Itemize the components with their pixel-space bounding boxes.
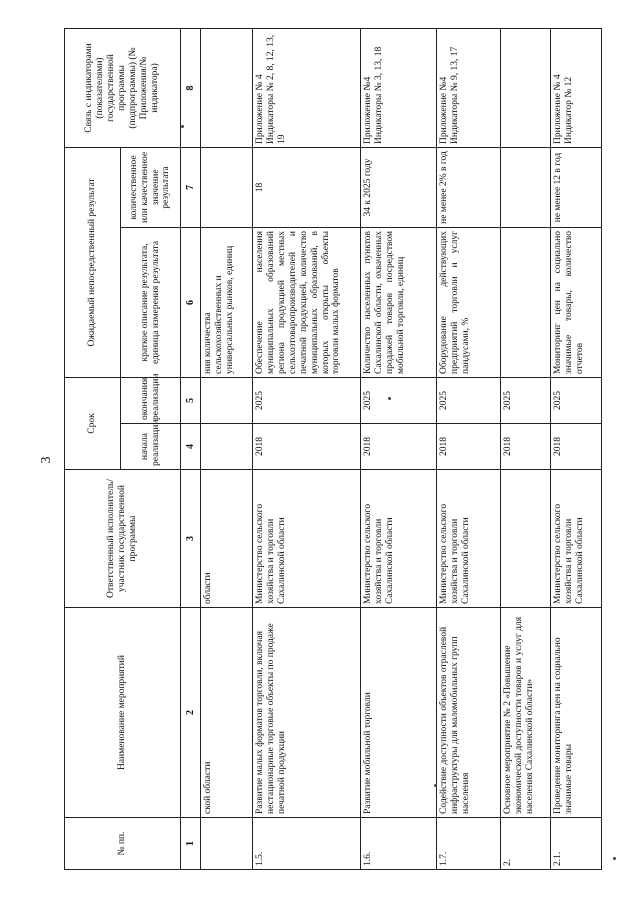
- row-link: Приложение № 4 Индикатор № 12: [551, 28, 602, 147]
- header-term: Срок: [65, 377, 121, 469]
- colnum-8: 8: [181, 28, 201, 147]
- row-name: Проведение мониторинга цен на социально значимые товары: [551, 608, 602, 818]
- row-qty: [201, 147, 253, 227]
- row-desc: Оборудование действующих предприятий торговли и услуг пандусами, %: [437, 227, 501, 377]
- row-link: Приложение № 4 Индикаторы № 2, 8, 12, 13, 19: [253, 28, 361, 147]
- row-desc: Количество населенных пунктов Сахалинской области, охваченных продажей товаров посредством мобильной торговли, единиц: [361, 227, 437, 377]
- table-row: [253, 28, 361, 869]
- row-desc: Мониторинг цен на социально значимые товары, количество отчетов: [551, 227, 602, 377]
- row-desc: ния количества сельскохозяйственных и универсальных рынков, единиц: [201, 227, 253, 377]
- row-qty: не менее 12 в год: [551, 147, 602, 227]
- table-row: [201, 28, 253, 869]
- table-body: [201, 28, 602, 869]
- row-start: 2018: [501, 424, 551, 470]
- row-responsible: Министерство сельского хозяйства и торговли Сахалинской области: [551, 470, 602, 608]
- row-responsible: [501, 470, 551, 608]
- row-num: 1.5.: [253, 818, 361, 870]
- colnum-3: 3: [181, 470, 201, 608]
- header-responsible: Ответственный исполнитель/участник государственной программы: [65, 470, 181, 608]
- colnum-7: 7: [181, 147, 201, 227]
- row-link: [501, 28, 551, 147]
- row-end: [201, 377, 253, 423]
- header-name: Наименование мероприятий: [65, 608, 181, 818]
- header-start: начала реализации: [121, 424, 181, 470]
- row-qty: 34 к 2025 году: [361, 147, 437, 227]
- measures-table: [64, 28, 602, 870]
- row-responsible: Министерство сельского хозяйства и торговли Сахалинской области: [361, 470, 437, 608]
- colnum-5: 5: [181, 377, 201, 423]
- row-start: 2018: [361, 424, 437, 470]
- table-row: [361, 28, 437, 869]
- row-end: 2025: [253, 377, 361, 423]
- row-desc: Обеспечение населения муниципальных образований региона продукцией местных сельхозтоваропроизводителей и печатной продукцией, количество муниципальных образований, в которых открыты объекты торговли малых форматов: [253, 227, 361, 377]
- row-link: Приложение №4 Индикаторы № 3, 13, 18: [361, 28, 437, 147]
- scan-speck: [613, 857, 616, 860]
- scan-speck: [388, 397, 391, 400]
- row-link: [201, 28, 253, 147]
- row-name: Основное мероприятие № 2 «Повышение экономической доступности товаров и услуг для населения Сахалинской области»: [501, 608, 551, 818]
- row-start: 2018: [253, 424, 361, 470]
- row-num: 1.6.: [361, 818, 437, 870]
- row-end: 2025: [437, 377, 501, 423]
- colnum-1: 1: [181, 818, 201, 870]
- row-num: 1.7.: [437, 818, 501, 870]
- row-responsible: области: [201, 470, 253, 608]
- colnum-6: 6: [181, 227, 201, 377]
- header-link: Связь с индикаторами (показателями) государственной программы (подпрограммы) (№ Приложения/№ индикатора): [65, 28, 181, 147]
- header-desc: краткое описание результата, единица измерения результата: [121, 227, 181, 377]
- scan-speck: [434, 784, 437, 787]
- row-end: 2025: [501, 377, 551, 423]
- colnum-2: 2: [181, 608, 201, 818]
- row-name: Содействие доступности объектов отраслевой инфраструктуры для маломобильных групп населения: [437, 608, 501, 818]
- row-qty: не менее 2% в год: [437, 147, 501, 227]
- row-responsible: Министерство сельского хозяйства и торговли Сахалинской области: [253, 470, 361, 608]
- table-row: [551, 28, 602, 869]
- row-link: Приложение №4 Индикаторы № 9, 13, 17: [437, 28, 501, 147]
- row-responsible: Министерство сельского хозяйства и торговли Сахалинской области: [437, 470, 501, 608]
- row-start: 2018: [551, 424, 602, 470]
- row-start: 2018: [437, 424, 501, 470]
- row-name: ской области: [201, 608, 253, 818]
- row-num: 2.1.: [551, 818, 602, 870]
- row-end: 2025: [551, 377, 602, 423]
- row-end: 2025: [361, 377, 437, 423]
- row-num: 2.: [501, 818, 551, 870]
- row-desc: [501, 227, 551, 377]
- page-number: 3: [39, 456, 54, 464]
- row-qty: [501, 147, 551, 227]
- table-row: [437, 28, 501, 869]
- header-qty: количественное или качественное значение результата: [121, 147, 181, 227]
- colnum-4: 4: [181, 424, 201, 470]
- table-header: [65, 28, 201, 869]
- table-row: [501, 28, 551, 869]
- scan-speck: [181, 125, 184, 128]
- rotated-table-wrapper: [64, 29, 601, 870]
- row-num: [201, 818, 253, 870]
- row-qty: 18: [253, 147, 361, 227]
- row-name: Развитие малых форматов торговли, включая нестационарные торговые объекты по продаже печатной продукции: [253, 608, 361, 818]
- header-end: окончания реализации: [121, 377, 181, 423]
- row-name: Развитие мобильной торговли: [361, 608, 437, 818]
- header-result: Ожидаемый непосредственный результат: [65, 147, 121, 377]
- row-start: [201, 424, 253, 470]
- header-num: № пп.: [65, 818, 181, 870]
